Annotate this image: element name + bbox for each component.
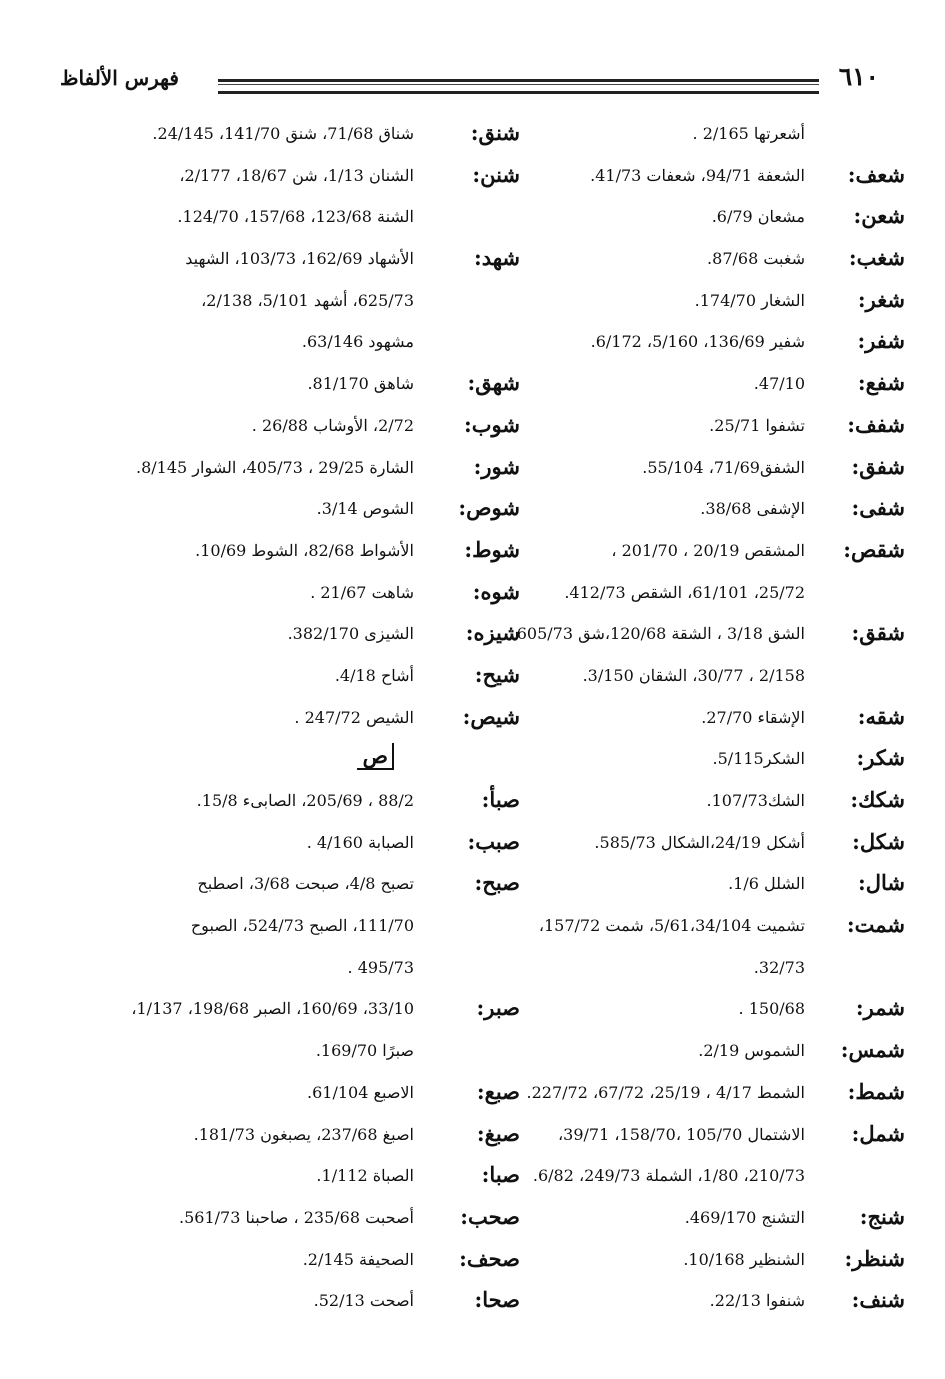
- entry-references: الشفق71/69، 55/104.: [642, 457, 805, 477]
- index-entry: [80, 866, 520, 908]
- index-entry: [475, 1200, 905, 1242]
- index-entry: [80, 991, 520, 1033]
- entry-references: الشغار 174/70.: [694, 290, 805, 310]
- index-entry: [475, 1158, 905, 1200]
- entry-references: الصباة 1/112.: [316, 1166, 414, 1186]
- entry-term: شور:: [473, 453, 520, 479]
- index-entry: [475, 1117, 905, 1159]
- index-entry: [80, 616, 520, 658]
- index-entry: [80, 741, 520, 783]
- entry-references: أصحبت 235/68 ، صاحبنا 561/73.: [179, 1207, 414, 1227]
- entry-references: الشكر5/115.: [712, 749, 805, 769]
- entry-references: الشعفة 94/71، شعفات 41/73.: [590, 165, 805, 185]
- entry-term: شمط:: [847, 1078, 905, 1104]
- entry-references: 32/73.: [753, 957, 805, 977]
- entry-term: شقق:: [851, 620, 905, 646]
- header-rule: [218, 79, 819, 94]
- index-entry: [80, 491, 520, 533]
- entry-term: شفى:: [851, 495, 905, 521]
- entry-references: 33/10، 160/69، الصبر 198/68، 1/137،: [131, 999, 414, 1019]
- entry-references: الشق 3/18 ، الشقة 120/68،شق 605/73: [516, 624, 805, 644]
- entry-references: شاهت 21/67 .: [310, 582, 414, 602]
- entry-term: شفع:: [857, 370, 905, 396]
- index-entry: [80, 825, 520, 867]
- entry-references: الإشقاء 27/70.: [701, 707, 805, 727]
- index-entry: [80, 1242, 520, 1284]
- entry-term: صبغ:: [476, 1120, 520, 1146]
- index-entry: [475, 1075, 905, 1117]
- entry-references: 625/73، أشهد 5/101، 2/138،: [201, 290, 414, 310]
- index-entry: [475, 491, 905, 533]
- index-entry: [80, 1075, 520, 1117]
- index-entry: [80, 1200, 520, 1242]
- entry-references: 47/10.: [753, 374, 805, 394]
- entry-term: شنن:: [472, 161, 520, 187]
- index-entry: [475, 700, 905, 742]
- entry-term: صبب:: [467, 828, 520, 854]
- entry-term: شنف:: [851, 1287, 905, 1313]
- entry-term: شمس:: [840, 1037, 905, 1063]
- index-entry: [475, 158, 905, 200]
- entry-references: مشعان 6/79.: [711, 207, 805, 227]
- entry-term: شكك:: [850, 787, 905, 812]
- entry-term: شهد:: [473, 245, 520, 271]
- entry-term: صبا:: [481, 1162, 520, 1188]
- index-entry: [80, 533, 520, 575]
- index-entry: [475, 1283, 905, 1325]
- section-title: فهرس الألفاظ: [60, 66, 179, 90]
- index-entry: [80, 158, 520, 200]
- entry-term: شفق:: [851, 453, 905, 479]
- entry-references: الشك107/73.: [706, 791, 805, 810]
- entry-references: اصبغ 237/68، يصبغون 181/73.: [193, 1124, 414, 1144]
- entry-term: شقص:: [843, 536, 905, 562]
- entry-term: شوط:: [464, 536, 520, 562]
- index-entry: [80, 908, 520, 950]
- index-entry: [80, 1283, 520, 1325]
- index-entry: [475, 783, 905, 825]
- entry-references: 495/73 .: [347, 957, 414, 977]
- entry-references: شنفوا 22/13.: [709, 1291, 805, 1311]
- entry-term: شيح:: [474, 661, 520, 687]
- index-entry: [80, 283, 520, 325]
- index-entry: [80, 324, 520, 366]
- entry-references: الصبابة 4/160 .: [306, 832, 414, 852]
- entry-term: شنظر:: [844, 1245, 905, 1271]
- entry-references: أشكل 24/19،الشكال 585/73.: [594, 832, 805, 852]
- entry-references: شغبت 87/68.: [707, 249, 805, 269]
- entry-term: شمر:: [855, 995, 905, 1021]
- index-entry: [475, 283, 905, 325]
- entry-term: شمت:: [846, 912, 905, 938]
- entry-term: صبأ:: [481, 787, 520, 812]
- entry-references: مشهود 63/146.: [301, 332, 414, 352]
- index-entry: [475, 533, 905, 575]
- entry-references: الشوص 3/14.: [316, 499, 414, 519]
- entry-references: الأشواط 82/68، الشوط 10/69.: [195, 540, 414, 560]
- index-entry: [475, 991, 905, 1033]
- entry-term: شيزه:: [465, 620, 520, 646]
- index-entry: [475, 199, 905, 241]
- entry-term: شكر:: [856, 745, 905, 771]
- index-entry: [80, 408, 520, 450]
- index-entry: [475, 241, 905, 283]
- entry-references: 111/70، الصبح 524/73، الصبوح: [190, 916, 414, 936]
- index-entry: [80, 575, 520, 617]
- entry-term: صحا:: [474, 1287, 520, 1313]
- entry-term: شفف:: [847, 411, 905, 437]
- index-entry: [80, 199, 520, 241]
- entry-term: شمل:: [851, 1120, 905, 1146]
- entry-term: شكل:: [852, 828, 905, 854]
- index-entry: [475, 324, 905, 366]
- section-marker: ص: [357, 743, 394, 770]
- entry-references: الشلل 1/6.: [728, 874, 805, 894]
- index-entry: [475, 1033, 905, 1075]
- entry-references: 2/158 ، 30/77، الشقان 3/150.: [582, 665, 805, 685]
- entry-term: شعف:: [847, 161, 905, 187]
- entry-references: الصحيفة 2/145.: [302, 1249, 414, 1269]
- index-entry: [475, 450, 905, 492]
- entry-term: شغر:: [857, 286, 905, 312]
- entry-term: شوص:: [458, 495, 520, 521]
- entry-references: التشنج 469/170.: [684, 1207, 805, 1227]
- entry-term: شوه:: [472, 578, 520, 604]
- entry-term: صحب:: [460, 1203, 520, 1229]
- index-entry: [475, 658, 905, 700]
- right-column: [472, 116, 905, 1325]
- entry-references: شناق 71/68، شنق 141/70، 24/145.: [152, 124, 414, 143]
- index-entry: [475, 866, 905, 908]
- entry-term: صبر:: [476, 995, 520, 1021]
- entry-references: الشيص 247/72 .: [294, 707, 414, 727]
- entry-references: 2/72، الأوشاب 26/88 .: [251, 415, 414, 435]
- entry-term: شال:: [857, 870, 905, 896]
- index-entry: [475, 950, 905, 992]
- entry-term: شيص:: [462, 703, 520, 729]
- entry-references: الاصبع 61/104.: [307, 1082, 414, 1102]
- index-entry: [80, 700, 520, 742]
- index-entry: [80, 450, 520, 492]
- entry-references: الشيزى 382/170.: [287, 624, 414, 644]
- entry-term: شعن:: [853, 203, 905, 229]
- index-entry: [80, 783, 520, 825]
- entry-references: الإشفى 38/68.: [700, 499, 805, 519]
- entry-references: تشفوا 25/71.: [709, 415, 805, 435]
- index-entry: [80, 1158, 520, 1200]
- index-entry: [80, 1117, 520, 1159]
- index-entry: [475, 741, 905, 783]
- entry-references: تصبح 4/8، صبحت 3/68، اصطبح: [197, 874, 414, 894]
- entry-term: شهق:: [467, 370, 520, 396]
- entry-references: تشميت 5/61،34/104، شمت 157/72،: [538, 916, 805, 936]
- entry-references: 88/2 ، 205/69، الصابىء 15/8.: [196, 791, 414, 810]
- entry-references: الشمط 4/17 ، 25/19، 67/72، 227/72.: [526, 1082, 805, 1102]
- index-entry: [80, 658, 520, 700]
- entry-references: أصحت 52/13.: [313, 1291, 414, 1311]
- entry-references: الأشهاد 162/69، 103/73، الشهيد: [185, 249, 414, 269]
- index-entry: [475, 1242, 905, 1284]
- entry-references: 210/73، 1/80، الشملة 249/73، 6/82.: [532, 1166, 805, 1186]
- entry-references: أشاح 4/18.: [334, 665, 414, 685]
- entry-references: أشعرتها 2/165 .: [692, 124, 805, 143]
- index-entry: [80, 241, 520, 283]
- entry-references: المشقص 20/19 ، 201/70 ،: [611, 540, 805, 560]
- page-number: ٦١٠: [838, 62, 879, 91]
- entry-term: صبح:: [474, 870, 520, 896]
- entry-references: الشنظير 10/168.: [683, 1249, 805, 1269]
- entry-references: شفير 136/69، 5/160، 6/172.: [590, 332, 805, 352]
- index-entry: [80, 366, 520, 408]
- index-entry: [475, 616, 905, 658]
- entry-references: الشارة 29/25 ، 405/73، الشوار 8/145.: [136, 457, 414, 477]
- entry-references: شاهق 81/170.: [307, 374, 414, 394]
- index-entry: [80, 116, 520, 158]
- index-entry: [475, 366, 905, 408]
- entry-references: الاشتمال 105/70 ،158/70، 39/71،: [557, 1124, 805, 1144]
- entry-references: 25/72، 61/101، الشقص 412/73.: [564, 582, 805, 602]
- index-entry: [475, 116, 905, 158]
- entry-term: صحف:: [459, 1245, 520, 1271]
- entry-term: شنج:: [859, 1203, 905, 1229]
- index-entry: [475, 408, 905, 450]
- entry-term: شغب:: [848, 245, 905, 271]
- index-entry: [475, 825, 905, 867]
- index-entry: [80, 1033, 520, 1075]
- index-entry: [475, 908, 905, 950]
- index-entry: [80, 950, 520, 992]
- entry-references: الشنة 123/68، 157/68، 124/70.: [177, 207, 414, 227]
- entry-references: صبرًا 169/70.: [315, 1041, 414, 1061]
- entry-references: الشموس 2/19.: [698, 1041, 805, 1061]
- entry-term: شفر:: [857, 328, 905, 354]
- entry-references: الشنان 1/13، شن 18/67، 2/177،: [179, 165, 414, 185]
- index-entry: [472, 575, 905, 617]
- entry-term: شنق:: [470, 120, 520, 145]
- entry-term: شوب:: [464, 411, 520, 437]
- page-header: [60, 62, 887, 102]
- entry-term: صبع:: [476, 1078, 520, 1104]
- left-column: [80, 116, 520, 1325]
- entry-references: 150/68 .: [738, 999, 805, 1019]
- entry-term: شقه:: [857, 703, 905, 729]
